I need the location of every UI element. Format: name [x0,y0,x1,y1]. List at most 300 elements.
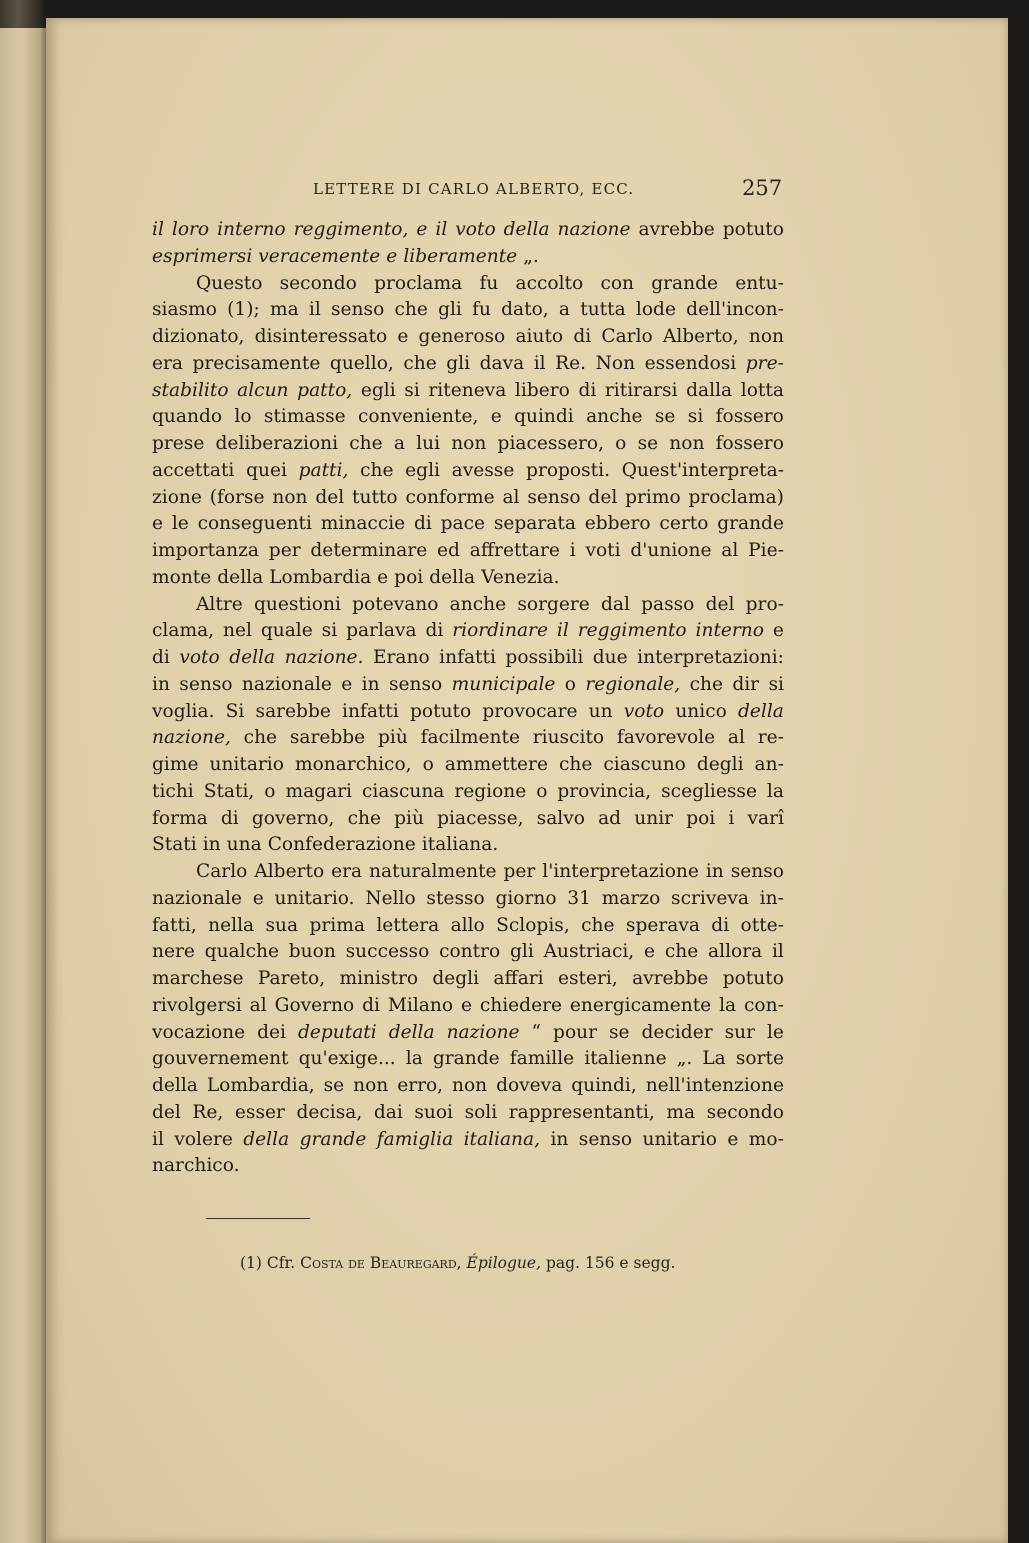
text-word: ed [437,540,460,561]
text-word: quale [260,620,313,642]
text-word: gli [438,299,462,321]
text-word: marzo [601,887,661,909]
text-line [152,565,784,592]
text-word: varî [747,807,784,829]
text-line [152,806,784,833]
text-word: entu- [735,272,784,294]
text-word: tutta [580,299,626,321]
text-word: di [220,807,239,829]
text-word: riteneva [428,379,507,401]
text-word: clama, [152,620,215,642]
text-line [152,779,784,806]
text-line [152,485,784,512]
text-word: non [353,1075,389,1096]
text-word: esser [234,1101,285,1123]
text-word: non [451,433,487,454]
text-word: in [202,834,221,856]
text-word: certo [659,513,709,535]
text-word: la [405,1048,423,1070]
text-line [152,244,784,271]
text-line [152,458,784,485]
text-word: energicamente [569,994,712,1016]
page-number: 257 [742,176,783,200]
text-word: unir [634,807,674,829]
text-word: pro- [745,593,784,615]
text-word: i [569,540,576,561]
text-word: Carlo [196,861,248,882]
text-word: decider [641,1021,713,1043]
text-word: le [766,1021,784,1043]
body-text [152,217,784,1180]
text-word: dei [257,1021,286,1043]
text-word: interno [695,620,764,642]
text-word: di [573,326,592,347]
text-line [152,538,784,565]
text-word: dava [479,352,525,374]
text-word: interpretazioni: [637,647,784,668]
text-word: o [615,433,627,454]
text-word: quei [246,459,287,481]
text-word: rappresentanti, [508,1101,655,1123]
text-word: provincia, [557,780,652,802]
text-word: nel [222,620,252,642]
text-word: che [558,754,593,775]
text-word: gli [510,941,534,963]
text-word: lui [416,433,441,454]
text-word: aiuto [515,326,564,347]
text-word: se [654,406,676,428]
text-word: Stati, [203,780,255,802]
text-word: facilmente [420,727,520,749]
footnote-work: Épilogue, [466,1254,542,1272]
text-word: affari [493,968,544,989]
text-line [152,645,784,672]
text-word: della [738,700,784,722]
text-word: Nello [365,887,416,909]
text-word: della [503,219,550,240]
text-word: della [243,1128,290,1150]
text-word: proclama) [688,486,784,508]
text-word: di [152,647,170,668]
text-line [152,913,784,940]
text-word: sperava [625,914,700,936]
text-word: primo [625,486,681,508]
text-word: ciascuna [361,780,445,802]
text-word: riuscito [532,727,605,749]
page-header [48,176,1008,202]
text-word: e [644,941,656,963]
text-line [152,404,784,431]
text-word: Quest'interpreta- [621,459,784,481]
text-word: o [564,673,576,695]
text-line [152,271,784,298]
text-word: lo [234,406,252,428]
text-word: conveniente, [358,406,479,428]
page [46,18,1008,1543]
text-word: e [416,219,428,240]
text-word: magari [285,780,352,802]
text-word: an- [754,754,784,775]
text-word: infatti [439,647,496,668]
text-word: egli [405,459,440,481]
text-word: l'interpretazione [542,861,699,882]
text-word: o [422,754,434,775]
text-word: di [711,914,730,936]
text-word: mo- [748,1128,784,1150]
text-word: chiedere [479,994,562,1016]
text-word: qualche [204,941,279,963]
text-word: Venezia. [481,566,560,588]
text-word: dalla [686,379,733,401]
text-word: grande [432,1048,500,1070]
text-word: ebbero [584,513,651,535]
text-word: nazione [446,1021,520,1043]
text-line [152,592,784,619]
text-word: fossero [715,406,784,428]
text-word: ammettere [444,754,548,775]
text-word: favorevole [616,727,716,749]
text-word: Alberto [254,861,325,882]
text-word: prima [309,914,365,936]
text-line [152,699,784,726]
text-word: per [268,540,301,561]
text-word: conseguenti [197,513,312,535]
text-word: non [748,326,784,347]
text-word: poi [686,807,716,829]
text-word: soli [464,1101,498,1123]
text-word: unitario [642,1128,717,1150]
text-word: monarchico, [294,754,412,775]
text-word: si [321,620,338,642]
text-word: ritirarsi [604,379,678,401]
text-word: se [637,433,659,454]
text-word: se [609,1021,630,1043]
text-word: della [217,566,264,588]
text-word: famiglia [376,1128,454,1150]
text-word: accettati [152,459,235,481]
text-word: 31 [567,887,591,909]
text-word: della [429,566,476,588]
text-word: riordinare [452,620,548,642]
text-word: esteri, [557,968,618,989]
text-word: allo [450,914,485,936]
text-word: a [558,299,571,321]
text-word: stimasse [263,406,346,428]
text-word: e [377,566,389,588]
text-word: il [152,219,164,240]
text-word: fu [479,272,499,294]
text-word: al [502,486,520,508]
text-word: le [171,513,189,535]
text-word: e [386,245,398,267]
text-word: unico [675,700,727,722]
text-line [152,324,784,351]
text-word: voglia. [152,700,215,722]
text-word: dato, [501,299,549,321]
text-word: „. [676,1048,693,1070]
text-line [152,297,784,324]
text-word: il [556,620,569,642]
text-word: Non [595,352,636,374]
text-word: senso [179,673,233,695]
text-word: Si [225,700,245,722]
text-word: dal [600,593,630,615]
text-word: che [349,433,383,454]
text-line [152,1020,784,1047]
text-word: Re. [555,352,587,374]
text-word: voto [179,647,220,668]
text-word: nell'intenzione [645,1075,784,1096]
text-word: narchico. [152,1155,240,1177]
text-word: Carlo [601,326,653,347]
text-word: nella [208,914,255,936]
text-word: Pareto, [257,968,326,989]
text-word: reggimento [577,620,687,642]
text-word: determinare [310,540,428,561]
text-word: potuto [722,219,784,240]
text-word: passo [641,593,695,615]
footnote-ref: pag. 156 e segg. [545,1254,676,1272]
text-word: e [341,673,353,695]
text-word: lotta [740,379,784,401]
text-word: gouvernement [152,1048,289,1070]
text-word: che [360,459,394,481]
text-word: Stati [152,834,197,856]
text-word: della [229,647,276,668]
text-word: possibili [505,647,584,668]
text-word: loro [171,219,210,240]
text-word: decisa, [296,1101,363,1123]
text-word: allora [708,941,763,963]
text-word: se [323,1075,345,1096]
text-word: sorte [735,1048,784,1070]
text-word: in [550,1128,569,1150]
text-word: deputati [297,1021,377,1043]
text-line [152,725,784,752]
text-word: scegliesse [661,780,757,802]
text-line [152,993,784,1020]
text-word: vocazione [152,1021,246,1043]
text-word: che [394,299,428,321]
text-word: quindi, [571,1075,637,1096]
text-word: affrettare [469,540,560,561]
text-word: si [768,673,784,695]
text-word: buon [288,941,336,963]
text-word: nazionale [152,887,243,909]
text-word: tutto [352,486,398,508]
text-word: avrebbe [638,219,715,240]
text-word: parlava [346,620,417,642]
text-line [152,1153,784,1180]
text-word: al [727,727,745,749]
text-word: pace [440,513,486,535]
text-word: del [588,486,618,508]
text-word: la [719,994,737,1016]
text-word: o [264,780,276,802]
text-word: il [435,219,448,240]
text-word: e [460,994,472,1016]
text-word: in [361,673,380,695]
text-word: del [152,1101,181,1123]
text-word: al [249,994,267,1016]
text-word: il [771,941,784,963]
text-word: Confederazione [267,834,416,856]
text-word: „. [523,245,539,267]
text-word: stesso [426,887,485,909]
text-word: sarebbe [255,700,331,722]
text-word: Alberto, [662,326,739,347]
text-word: regionale, [585,673,681,695]
text-word: sorgere [517,593,590,615]
text-line [152,1100,784,1127]
text-word: Lombardia [269,566,372,588]
text-word: (forse [209,486,265,508]
text-word: dell'incon- [686,299,784,321]
text-line [152,886,784,913]
text-line [152,351,784,378]
text-word: Austriaci, [543,941,635,963]
text-word: scriveva [671,887,749,909]
text-word: che [664,941,699,963]
text-word: secondo [706,1101,784,1123]
text-word: grande [717,513,784,535]
text-word: non [452,1075,488,1096]
text-word: degli [432,968,480,989]
text-word: Lombardia, [206,1075,315,1096]
text-word: il [308,299,321,321]
text-line [152,672,784,699]
text-word: voto [623,700,665,722]
text-word: si [687,406,704,428]
text-word: era [331,861,363,882]
text-word: in [705,861,724,882]
text-word: Questo [196,272,263,294]
text-word: interno [217,219,286,240]
text-word: poi [394,566,424,588]
text-word: monte [152,566,212,588]
text-word: zione [152,486,202,508]
text-word: forma [152,807,208,829]
text-line [152,1127,784,1154]
text-line [152,431,784,458]
text-line [152,752,784,779]
footnote-author: Costa de Beauregard, [300,1254,462,1272]
text-word: che [581,914,615,936]
text-word: deliberazioni [215,433,339,454]
text-word: siasmo [152,299,217,321]
text-word: i [728,807,735,829]
text-word: il [533,352,546,374]
text-word: Sclopis, [496,914,570,936]
text-word: di [362,994,380,1016]
text-word: grande [651,272,718,294]
text-word: che [347,807,381,829]
text-word: giorno [495,887,557,909]
text-word: stabilito [152,379,229,401]
text-word: fatti, [152,914,197,936]
text-word: del [315,486,345,508]
text-line [152,939,784,966]
text-word: un [588,700,613,722]
text-word: voto [455,219,496,240]
text-word: degli [696,754,744,775]
text-word: anche [449,593,507,615]
text-word: senso [578,1128,633,1150]
text-word: della [152,1075,198,1096]
text-word: per [503,861,536,882]
text-word: quindi [514,406,574,428]
text-word: voti [585,540,621,561]
text-word: in [152,673,170,695]
text-word: essendosi [644,352,737,374]
text-word: unitario. [274,887,355,909]
text-word: libero [514,379,570,401]
footnote-rule [206,1218,310,1219]
text-word: non [272,486,308,508]
text-word: volere [174,1128,233,1150]
text-word: pour [553,1021,598,1043]
text-word: e [397,326,409,347]
text-word: la [766,780,784,802]
text-word: salvo [536,807,585,829]
text-word: quando [152,406,223,428]
text-word: avesse [451,459,515,481]
text-word: si [404,379,420,401]
text-word: gime [152,754,199,775]
text-word: rivolgersi [152,994,242,1016]
text-word: veracemente [258,245,381,267]
text-word: “ [531,1021,542,1043]
text-word: Pie- [748,540,784,561]
text-word: dizionato, [152,326,245,347]
text-word: o [536,780,548,802]
text-word: generoso [418,326,506,347]
text-word: Governo [274,994,355,1016]
text-word: non [669,433,705,454]
text-word: piacesse, [437,807,524,829]
text-word: re- [757,727,784,749]
text-word: lode [635,299,676,321]
text-word: alcun [237,379,289,401]
text-word: del [705,593,735,615]
text-word: che [689,673,723,695]
text-word: Milano [387,994,454,1016]
text-word: il [152,1128,164,1150]
text-word: sur [724,1021,755,1043]
text-word: senso [527,486,581,508]
text-word: provocare [482,700,578,722]
text-line [152,859,784,886]
footnote-number: (1) [240,1254,262,1272]
text-word: senso [331,299,385,321]
text-word: con [600,272,635,294]
text-word: e [252,887,264,909]
text-word: con- [744,994,784,1016]
text-word: Erano [372,647,430,668]
text-word: dir [732,673,760,695]
text-word: municipale [451,673,556,695]
text-word: potuto [410,700,472,722]
text-word: ministro [339,968,419,989]
text-word: prese [152,433,205,454]
text-word: grande [299,1128,367,1150]
text-word: di [413,513,432,535]
text-word: questioni [253,593,341,615]
text-word: erro, [397,1075,444,1096]
text-word: pre- [745,352,784,374]
text-word: anche [586,406,643,428]
text-word: successo [345,941,430,963]
